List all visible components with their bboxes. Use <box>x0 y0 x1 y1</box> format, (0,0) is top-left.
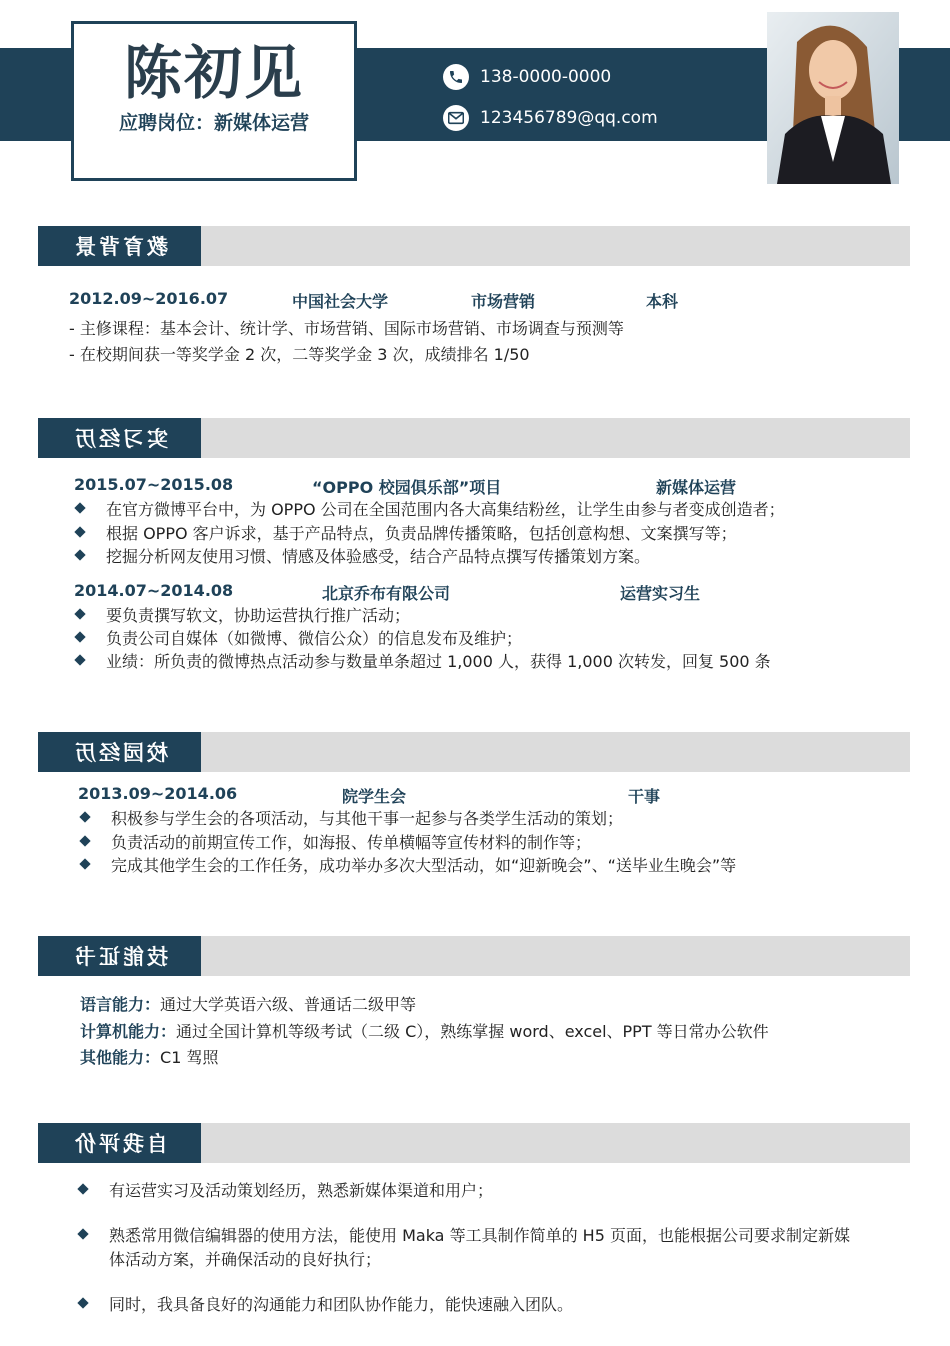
section-title: 校园经历 <box>71 741 168 765</box>
edu-line: - 主修课程：基本会计、统计学、市场营销、国际市场营销、市场调查与预测等 <box>69 319 624 338</box>
diamond-bullet-icon <box>74 631 85 642</box>
section-tab <box>38 732 201 772</box>
job-period: 2015.07~2015.08 <box>74 475 234 494</box>
profile-photo <box>767 12 899 184</box>
list-item: 完成其他学生会的工作任务，成功举办多次大型活动，如“迎新晚会”、“送毕业生晚会”等 <box>111 856 737 875</box>
diamond-bullet-icon <box>77 1228 88 1239</box>
phone-contact <box>443 64 611 90</box>
diamond-bullet-icon <box>79 835 90 846</box>
diamond-bullet-icon <box>79 811 90 822</box>
skill-label: 语言能力： <box>80 995 161 1014</box>
diamond-bullet-icon <box>74 654 85 665</box>
internship-section-header <box>38 418 910 458</box>
section-title: 自我评价 <box>71 1132 168 1156</box>
list-item-continued: 体活动方案，并确保活动的良好执行； <box>109 1250 382 1269</box>
edu-school: 中国社会大学 <box>292 292 389 311</box>
skills-section-header <box>38 936 910 976</box>
diamond-bullet-icon <box>74 502 85 513</box>
list-item: 根据 OPPO 客户诉求，基于产品特点，负责品牌传播策略，包括创意构想、文案撰写等； <box>106 524 737 543</box>
edu-period: 2012.09~2016.07 <box>69 289 229 308</box>
list-item: 积极参与学生会的各项活动，与其他干事一起参与各类学生活动的策划； <box>111 809 624 828</box>
diamond-bullet-icon <box>74 549 85 560</box>
edu-major: 市场营销 <box>471 292 536 311</box>
mail-icon <box>443 105 469 131</box>
edu-degree: 本科 <box>646 292 679 311</box>
skill-label: 其他能力： <box>80 1048 161 1067</box>
education-section-header <box>38 226 910 266</box>
list-item: 业绩：所负责的微博热点活动参与数量单条超过 1,000 人，获得 1,000 次转发，回复 500 条 <box>106 652 771 671</box>
skill-text: C1 驾照 <box>160 1048 219 1067</box>
section-title: 技能证书 <box>71 945 168 969</box>
list-item: 负责活动的前期宣传工作，如海报、传单横幅等宣传材料的制作等； <box>111 833 592 852</box>
list-item: 要负责撰写软文，协助运营执行推广活动； <box>106 606 411 625</box>
phone-icon <box>443 64 469 90</box>
diamond-bullet-icon <box>79 858 90 869</box>
list-item: 熟悉常用微信编辑器的使用方法，能使用 Maka 等工具制作简单的 H5 页面，也能根据公司要求制定新媒 <box>109 1226 850 1245</box>
candidate-name: 陈初见 <box>123 39 304 107</box>
campus-org: 院学生会 <box>342 787 407 806</box>
job-org: 北京乔布有限公司 <box>322 584 451 603</box>
section-tab <box>38 936 201 976</box>
section-title: 教育背景 <box>71 235 168 259</box>
job-org: “OPPO 校园俱乐部”项目 <box>312 478 502 497</box>
applied-position: 应聘岗位：新媒体运营 <box>118 112 309 134</box>
diamond-bullet-icon <box>77 1297 88 1308</box>
section-tab <box>38 226 201 266</box>
section-tab <box>38 1123 201 1163</box>
email-contact <box>443 105 658 131</box>
phone-number[interactable]: 138-0000-0000 <box>480 67 612 87</box>
job-period: 2014.07~2014.08 <box>74 581 234 600</box>
job-role: 运营实习生 <box>620 584 701 603</box>
section-title: 实习经历 <box>71 427 168 451</box>
list-item: 在官方微博平台中，为 OPPO 公司在全国范围内各大高集结粉丝，让学生由参与者变成创造者； <box>106 500 785 519</box>
campus-role: 干事 <box>628 787 661 806</box>
diamond-bullet-icon <box>74 526 85 537</box>
job-role: 新媒体运营 <box>656 478 737 497</box>
email-address[interactable]: 123456789@qq.com <box>480 108 658 128</box>
self-eval-section-header <box>38 1123 910 1163</box>
section-tab <box>38 418 201 458</box>
diamond-bullet-icon <box>77 1183 88 1194</box>
skill-text: 通过大学英语六级、普通话二级甲等 <box>160 995 417 1014</box>
campus-period: 2013.09~2014.06 <box>78 784 238 803</box>
skill-row <box>80 1045 218 1068</box>
list-item: 同时，我具备良好的沟通能力和团队协作能力，能快速融入团队。 <box>109 1295 574 1314</box>
list-item: 有运营实习及活动策划经历，熟悉新媒体渠道和用户； <box>109 1181 494 1200</box>
diamond-bullet-icon <box>74 608 85 619</box>
skill-text: 通过全国计算机等级考试（二级 C），熟练掌握 word、excel、PPT 等日常办公软件 <box>176 1022 769 1041</box>
skill-row <box>80 1019 769 1042</box>
edu-line: - 在校期间获一等奖学金 2 次，二等奖学金 3 次，成绩排名 1/50 <box>69 345 530 364</box>
skill-label: 计算机能力： <box>80 1022 177 1041</box>
campus-section-header <box>38 732 910 772</box>
list-item: 挖掘分析网友使用习惯、情感及体验感受，结合产品特点撰写传播策划方案。 <box>106 547 651 566</box>
list-item: 负责公司自媒体（如微博、微信公众）的信息发布及维护； <box>106 629 523 648</box>
skill-row <box>80 992 416 1015</box>
name-box <box>71 21 357 181</box>
